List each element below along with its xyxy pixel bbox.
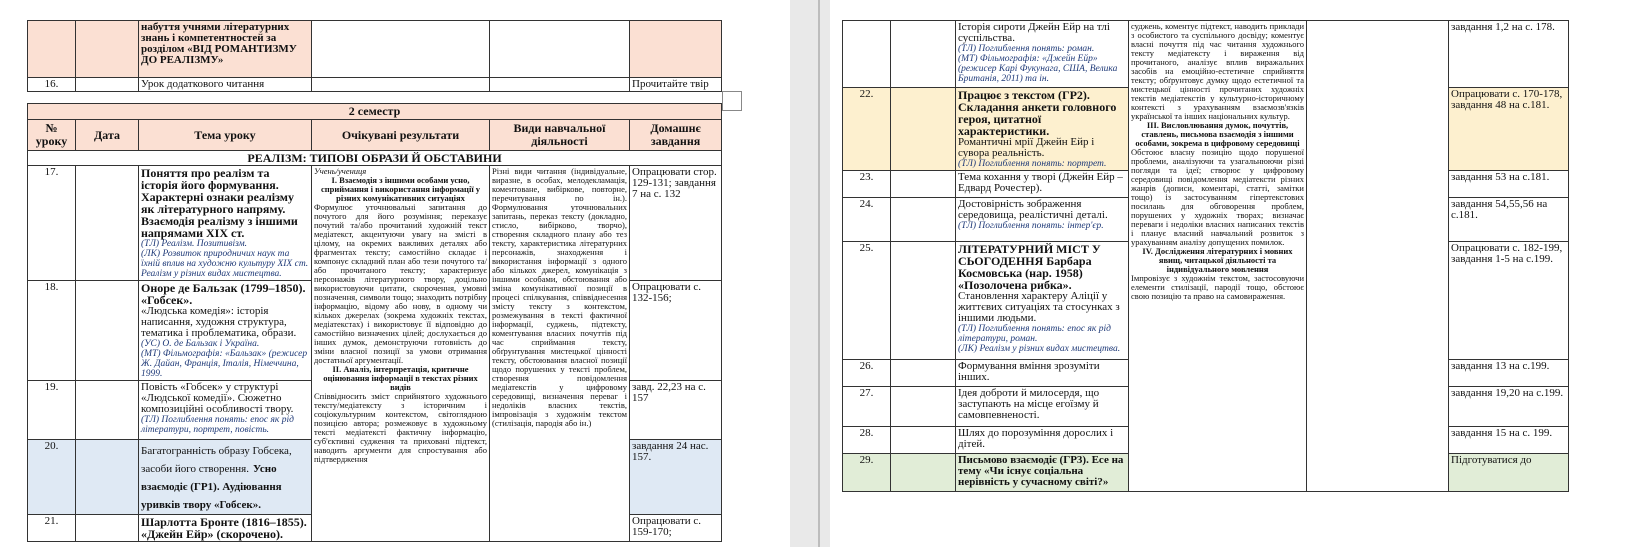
row29-topic: Письмово взаємодіє (ГР3). Есе на тему «Чи існує соціальна нерівність у сучасному світі?» [956, 454, 1129, 492]
row17-date [76, 166, 139, 281]
top-cell-date [76, 21, 139, 78]
rowR0-num [843, 21, 891, 88]
row28-topic: Шлях до порозуміння дорослих і дітей. [956, 427, 1129, 454]
row24-date [891, 198, 956, 242]
lesson-table-left [27, 103, 722, 542]
row19-topic-text: Повість «Гобсек» у структурі «Людської комедії». Сюжетно композиційні особливості твору. [141, 381, 294, 415]
row24-topic-text: Достовірність зображення середовища, реалістичні деталі. [958, 198, 1108, 221]
results-cell-right [1129, 21, 1307, 492]
row19-homework: завд. 22,23 на с. 157 [630, 381, 722, 440]
row25-date [891, 242, 956, 360]
row18-topic-bold: Оноре де Бальзак (1799–1850). «Гобсек». [141, 281, 306, 307]
row22-homework: Опрацювати с. 170-178, завдання 48 на с.181. [1449, 88, 1569, 171]
row27-date [891, 387, 956, 427]
row20-topic-bold: Усно взаємодіє (ГР1). Аудіювання уривків твору «Гобсек». [141, 463, 282, 511]
row24-note-1: (ТЛ) Поглиблення понять: інтер'єр. [958, 221, 1104, 231]
row26-homework: завдання 13 на с.199. [1449, 360, 1569, 387]
rowR0-homework: завдання 1,2 на с. 178. [1449, 21, 1569, 88]
row16-topic: Урок додаткового читання [139, 78, 312, 92]
row23-date [891, 171, 956, 198]
rowR0-topic-text: Історія сироти Джейн Ейр на тлі суспільства. [958, 21, 1110, 44]
row26-num: 26. [843, 360, 891, 387]
row19-note-1: (ТЛ) Поглиблення понять: епос як рід літератури, портрет, повість. [141, 415, 294, 435]
row25-topic-text: Становлення характеру Аліції у життєвих ситуаціях та стосунках з іншими людьми. [958, 290, 1120, 324]
row16-activities [490, 78, 630, 92]
row20-topic [139, 440, 312, 515]
row16-num: 16. [28, 78, 76, 92]
row16-homework: Прочитайте твір [630, 78, 722, 92]
row21-date [76, 515, 139, 542]
row18-topic [139, 281, 312, 381]
row28-date [891, 427, 956, 454]
header-activities: Види навчальної діяльності [490, 120, 630, 151]
row25-num: 25. [843, 242, 891, 360]
results-para-0: суджень, коментує підтекст, наводить приклади з особистого та суспільного досвіду; коментує власні почуття під час читання художнього тексту медіатексту і вираження від прочитаного, аналізує вплив виражальних засобів на емоційно-естетичне сприйняття тексту; обґрунтовує думку щодо естетичної та мистецької цінності прочитаних художніх текстів медіатекстів у культурно-історичному контексті з урахуванням взаємозв'язків української та інших національних культур. [1131, 21, 1304, 121]
row18-date [76, 281, 139, 381]
row25-homework: Опрацювати с. 182-199, завдання 1-5 на с.199. [1449, 242, 1569, 360]
left-page [0, 0, 790, 547]
row29-date [891, 454, 956, 492]
row22-topic [956, 88, 1129, 171]
row29-homework: Підготуватися до [1449, 454, 1569, 492]
row25-topic-bold: ЛІТЕРАТУРНИЙ МІСТ У СЬОГОДЕННЯ Барбара Космовська (нар. 1958) «Позолочена рибка». [958, 242, 1101, 292]
results-heading-2: ІІ. Аналіз, інтерпретація, критичне оцінювання інформації в текстах різних видів [323, 364, 478, 392]
row23-num: 23. [843, 171, 891, 198]
page-gutter [790, 0, 830, 547]
row24-topic [956, 198, 1129, 242]
row23-homework: завдання 53 на с.181. [1449, 171, 1569, 198]
header-homework: Домашнє завдання [630, 120, 722, 151]
row18-note-1: (УС) О. де Бальзак і Україна. [141, 339, 260, 349]
lesson-table-right [842, 20, 1569, 492]
row18-topic-text: «Людська комедія»: історія написання, художня структура, тематика і проблематика, образи. [141, 305, 297, 339]
results-heading-4: IV. Дослідження літературних і мовних явищ, читацької діяльності та індивідуального мовлення [1142, 246, 1293, 274]
row27-homework: завдання 19,20 на с.199. [1449, 387, 1569, 427]
row18-num: 18. [28, 281, 76, 381]
rowR0-topic [956, 21, 1129, 88]
row17-num: 17. [28, 166, 76, 281]
semester-header: 2 семестр [28, 104, 722, 120]
results-para-4: Імпровізує з художнім текстом, застосовуючи елементи стилізації, пародії тощо, обстоює свою позицію та право на самовираження. [1131, 273, 1304, 301]
row20-homework: завдання 24 нас. 157. [630, 440, 722, 515]
header-date: Дата [76, 120, 139, 151]
results-cell-left [312, 166, 490, 542]
header-num: № уроку [28, 120, 76, 151]
row17-homework: Опрацювати стор. 129-131; завдання 7 на с. 132 [630, 166, 722, 281]
row17-topic [139, 166, 312, 281]
top-cell-num [28, 21, 76, 78]
row22-topic-text: Романтичні мрії Джейн Ейр і сувора реальність. [958, 136, 1095, 159]
results-heading-1: І. Взаємодія з іншими особами усно, сприймання і використання інформації у різних комунікативних ситуаціях [320, 175, 481, 203]
row17-note-1: (ТЛ) Реалізм. Позитивізм. [141, 239, 248, 249]
row21-topic: Шарлотта Бронте (1816–1855). «Джейн Ейр» (скорочено). [139, 515, 312, 542]
row22-date [891, 88, 956, 171]
results-para-3: Обстоює власну позицію щодо порушеної проблеми, аналізуючи та узагальнюючи різні погляди та ідеї; створює у цифровому середовищі повідомлення медіатексти різних жанрів (дописи, коментарі, статті, замітки тощо) із застосуванням гіпертекстових посилань для обговорення проблем, порушених у художніх творах; визначає переваги і недоліки власних написаних текстів і планує власний навчальний розвиток з урахуванням аналізу допущених помилок. [1131, 147, 1304, 247]
results-para-1: Формулює уточнювальні запитання до почутого для його розуміння; переказує почутий та/або прочитаний художній текст медіатекст, акцентуючи увагу на змісті в цілому, на окремих важливих деталях або фрагментах тексту; самостійно складає і компонує складний план або тези почутого та/або прочитаного тексту; характеризує персонажів літературного твору, доцільно використовуючи цитати, скорочення, умовні позначення, символи тощо; знаходить потрібну інформацію, відому або нову, в одному чи кількох джерелах (зокрема художніх текстах, медіатекстах) і використовує її відповідно до самостійно визначених цілей; дослухається до інших думок, демонструючи готовність до зміни власної позиції за умови отримання достатньої аргументації. [314, 202, 487, 365]
row17-topic-bold: Поняття про реалізм та історія його формування. Характерні ознаки реалізму як літературного напряму. Взаємодія реалізму з іншими напрямами XIX ст. [141, 166, 298, 240]
rowR0-note-2: (МТ) Фільмографія: «Джейн Ейр» (режисер Карі Фукунага, США, Велика Британія, 2011) та ін. [958, 54, 1118, 84]
row26-topic: Формування вміння зрозуміти інших. [956, 360, 1129, 387]
row28-num: 28. [843, 427, 891, 454]
row18-homework: Опрацювати с. 132-156; [630, 281, 722, 381]
top-cell-results [312, 21, 490, 78]
row25-topic [956, 242, 1129, 360]
row28-homework: завдання 15 на с. 199. [1449, 427, 1569, 454]
results-heading-3: ІІІ. Висловлювання думок, почуттів, ставлень, письмова взаємодія з іншими особами, зокрема в цифровому середовищі [1135, 120, 1300, 148]
row26-date [891, 360, 956, 387]
rowR0-note-1: (ТЛ) Поглиблення понять: роман. [958, 44, 1095, 54]
row19-topic [139, 381, 312, 440]
activities-cell-right [1307, 21, 1449, 492]
activities-cell: Різні види читання (індивідуальне, виразне, в особах, мелодекламація, коментоване, вибіркове, повторне, перечитування по ін.). Формулювання уточнювальних запитань, переказ тексту (докладно, стисло, вибірково, творчо), створення складного плану або тез тексту, характеристика літературних персонажів, знаходження і використання інформації з одного або кількох джерел, комунікація з іншими особами, обстоювання або зміна комунікативної позиції в процесі спілкування, співвіднесення змісту тексту з контекстом, розмежування в тексті фактичної інформації, суджень, підтексту, коментування власних почуттів під час сприймання тексту, обґрунтування мистецької цінності тексту, обстоювання власної позиції щодо порушених у тексті проблем, створення повідомлення медіатекстів у цифровому середовищі, визначення переваг і недоліків власних текстів, імпровізація з художнім текстом (стилізація, пародія або ін.) [490, 166, 630, 542]
header-topic: Тема уроку [139, 120, 312, 151]
row18-note-2: (МТ) Фільмографія: «Бальзак» (режисер Ж. Дайан, Франція, Італія, Німеччина, 1999. [141, 349, 308, 379]
row27-topic: Ідея доброти й милосердя, що заступають на місце егоїзму й самовпевненості. [956, 387, 1129, 427]
row20-num: 20. [28, 440, 76, 515]
row22-num: 22. [843, 88, 891, 171]
row24-num: 24. [843, 198, 891, 242]
rowR0-date [891, 21, 956, 88]
row16-date [76, 78, 139, 92]
results-para-2: Співвідносить зміст сприйнятого художнього тексту/медіатексту з історичним і соціокультурним контекстом, світоглядною позицією автора; розмежовує в художньому тексті медіатексті фактичну інформацію, суб'єктивні судження та приховані підтекст, наводить аргументи для спростування або підтвердження [314, 391, 487, 464]
row24-homework: завдання 54,55,56 на с.181. [1449, 198, 1569, 242]
section-title: РЕАЛІЗМ: ТИПОВІ ОБРАЗИ Й ОБСТАВИНИ [28, 151, 722, 166]
header-results: Очікувані результати [312, 120, 490, 151]
top-row-topic: набуття учнями літературних знань і компетентностей за розділом «ВІД РОМАНТИЗМУ ДО РЕАЛІЗМУ» [139, 21, 312, 78]
row19-num: 19. [28, 381, 76, 440]
row19-date [76, 381, 139, 440]
row21-num: 21. [28, 515, 76, 542]
top-cell-homework [630, 21, 722, 78]
row20-topic-text: Багатогранність образу Гобсека, засоби його створення. [141, 445, 292, 475]
results-intro: Учень/учениця [314, 166, 367, 176]
row21-homework: Опрацювати с. 159-170; [630, 515, 722, 542]
row29-num: 29. [843, 454, 891, 492]
row27-num: 27. [843, 387, 891, 427]
row25-note-2: (ЛК) Реалізм у різних видах мистецтва. [958, 344, 1121, 354]
row22-note-1: (ТЛ) Поглиблення понять: портрет. [958, 159, 1107, 169]
page-divider [818, 0, 820, 547]
top-cell-activities [490, 21, 630, 78]
row22-topic-bold: Працює з текстом (ГР2). Складання анкети головного героя, цитатної характеристики. [958, 88, 1117, 138]
table-resize-handle[interactable] [722, 91, 742, 111]
row25-note-1: (ТЛ) Поглиблення понять: епос як рід літератури, роман. [958, 324, 1111, 344]
right-page [830, 0, 1644, 547]
row17-note-2: (ЛК) Розвиток природничих наук та їхній вплив на художню культуру XIX ст. Реалізм у різних видах мистецтва. [141, 249, 309, 279]
row20-date [76, 440, 139, 515]
row23-topic: Тема кохання у творі (Джейн Ейр – Едвард Рочестер). [956, 171, 1129, 198]
row16-results [312, 78, 490, 92]
top-table [27, 20, 722, 92]
